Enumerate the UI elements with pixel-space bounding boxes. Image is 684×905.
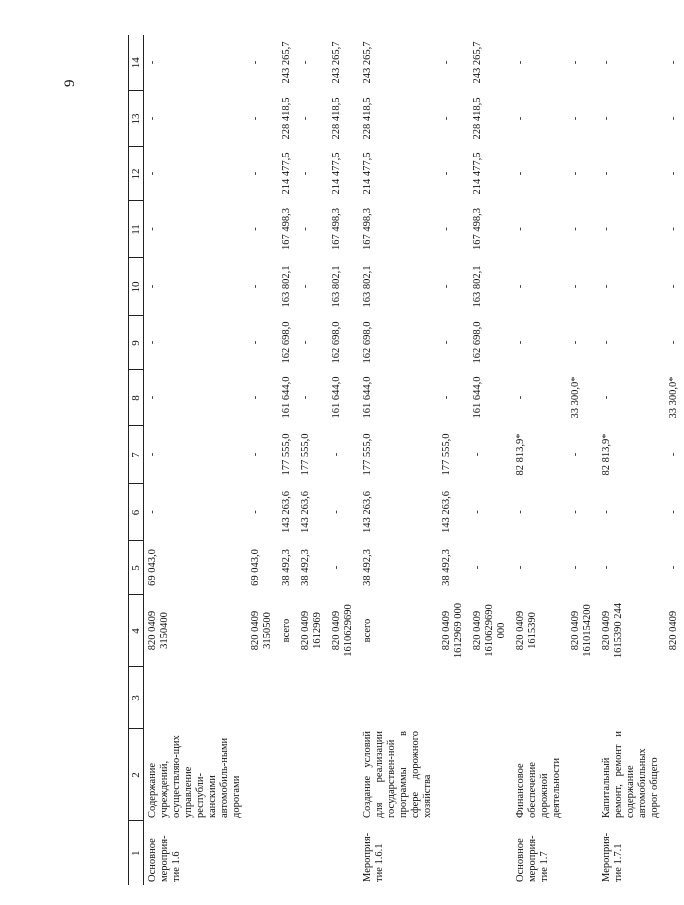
cell-c1: Основное мероприя-тие 1.6: [147, 835, 182, 882]
cell-c11: 167 498,3: [281, 208, 292, 250]
cell-c5: -: [331, 565, 342, 570]
cell-c9: -: [441, 340, 452, 345]
cell-c13: 228 418,5: [362, 97, 373, 140]
cell-c6: 143 263,6: [281, 491, 292, 533]
column-header: 3: [129, 667, 144, 729]
cell-c12: 214 477,5: [281, 152, 292, 195]
cell-c7: -: [250, 452, 261, 457]
cell-c7: 177 555,0: [281, 433, 292, 476]
column-header: 6: [129, 484, 144, 541]
cell-c12: -: [441, 171, 452, 176]
cell-c11: -: [300, 227, 311, 231]
cell-c5: 38 492,3: [441, 549, 452, 586]
cell-c10: -: [668, 284, 679, 289]
cell-c1: [278, 821, 297, 885]
cell-c8: -: [147, 395, 158, 400]
cell-c11: -: [668, 227, 679, 231]
cell-c11: 167 498,3: [472, 208, 483, 250]
cell-c10: 163 802,1: [331, 265, 342, 308]
cell-c6: 143 263,6: [441, 491, 452, 533]
cell-c13: -: [668, 116, 679, 121]
cell-c10: -: [601, 284, 612, 289]
cell-c10: -: [250, 284, 261, 289]
cell-c7: -: [472, 452, 483, 457]
table-row: [297, 35, 328, 885]
cell-c7: 82 813,9*: [515, 433, 526, 476]
cell-c12: -: [601, 171, 612, 176]
cell-c5: 69 043,0: [147, 549, 158, 586]
cell-c14: -: [601, 60, 612, 65]
table-row: [469, 35, 512, 885]
cell-c10: -: [300, 284, 311, 289]
cell-c13: 228 418,5: [472, 97, 483, 140]
cell-c10: 163 802,1: [362, 265, 373, 308]
cell-c2: [247, 729, 278, 821]
column-header: 13: [129, 91, 144, 147]
budget-table: [128, 35, 684, 885]
cell-c12: -: [668, 171, 679, 176]
cell-c1: Мероприя-тие 1.6.1: [362, 832, 385, 882]
cell-c1: [328, 821, 359, 885]
column-header: 11: [129, 201, 144, 258]
page-number: 9: [62, 79, 78, 87]
cell-c13: -: [601, 116, 612, 121]
table-row: [567, 35, 598, 885]
table-row: [359, 35, 438, 885]
cell-c1: Мероприя-тие 1.7.1: [601, 832, 624, 882]
cell-c6: -: [570, 510, 581, 514]
cell-c12: -: [515, 171, 526, 176]
cell-c13: -: [570, 116, 581, 121]
cell-c4: 820 0409 3150500: [250, 610, 273, 651]
cell-c13: -: [147, 116, 158, 121]
cell-c4: 820 0409 1610154200: [570, 604, 593, 657]
cell-c14: -: [668, 60, 679, 65]
cell-c5: 38 492,3: [281, 549, 292, 586]
cell-c6: -: [147, 510, 158, 514]
cell-c8: 161 644,0: [472, 376, 483, 419]
cell-c8: -: [441, 395, 452, 400]
cell-c13: -: [250, 116, 261, 121]
cell-c3: [665, 667, 684, 729]
cell-c12: -: [250, 171, 261, 176]
cell-c10: 163 802,1: [281, 265, 292, 308]
cell-c11: 167 498,3: [331, 208, 342, 250]
column-header: 9: [129, 316, 144, 370]
cell-c4: 820 0409 1610629690: [331, 604, 354, 657]
cell-c9: -: [570, 340, 581, 345]
cell-c4: 820 0409 3150400: [147, 610, 170, 651]
cell-c5: -: [472, 565, 483, 570]
cell-c3: [359, 667, 438, 729]
cell-c3: [598, 667, 665, 729]
cell-c2: [438, 729, 469, 821]
table-row: [278, 35, 297, 885]
cell-c9: -: [601, 340, 612, 345]
cell-c8: 33 300,0*: [668, 376, 679, 419]
cell-c3: [278, 667, 297, 729]
cell-c10: -: [515, 284, 526, 289]
cell-c10: 163 802,1: [472, 265, 483, 308]
cell-c10: -: [147, 284, 158, 289]
cell-c11: -: [601, 227, 612, 231]
cell-c11: -: [250, 227, 261, 231]
cell-c1: [438, 821, 469, 885]
cell-c4: всего: [362, 618, 373, 643]
cell-c11: 167 498,3: [362, 208, 373, 250]
cell-c3: [144, 667, 248, 729]
cell-c13: -: [441, 116, 452, 121]
cell-c1: Основное мероприя-тие 1.7: [515, 835, 550, 882]
cell-c14: -: [515, 60, 526, 65]
cell-c4: 820 0409 1615390 244: [601, 602, 624, 659]
cell-c14: -: [570, 60, 581, 65]
cell-c3: [438, 667, 469, 729]
cell-c14: 243 265,7: [362, 41, 373, 84]
cell-c8: 161 644,0: [281, 376, 292, 419]
cell-c6: -: [601, 510, 612, 514]
cell-c1: [665, 821, 684, 885]
cell-c4: 820 0409: [668, 610, 679, 651]
column-header: 7: [129, 426, 144, 484]
cell-c6: -: [515, 510, 526, 514]
cell-c14: 243 265,7: [472, 41, 483, 84]
column-header: 4: [129, 595, 144, 667]
cell-c10: -: [441, 284, 452, 289]
cell-c9: 162 698,0: [281, 321, 292, 364]
cell-c12: -: [147, 171, 158, 176]
cell-c14: -: [300, 60, 311, 65]
cell-c1: [567, 821, 598, 885]
cell-c6: -: [331, 510, 342, 514]
table-row: [512, 35, 567, 885]
cell-c1: [297, 821, 328, 885]
cell-c12: 214 477,5: [331, 152, 342, 195]
cell-c3: [297, 667, 328, 729]
cell-c2: [665, 729, 684, 821]
cell-c12: -: [300, 171, 311, 176]
cell-c4: 820 0409 1615390: [515, 610, 538, 651]
cell-c12: 214 477,5: [362, 152, 373, 195]
cell-c14: -: [147, 60, 158, 65]
cell-c9: -: [668, 340, 679, 345]
column-header: 2: [129, 729, 144, 821]
header-row: [129, 35, 144, 885]
column-header: 1: [129, 821, 144, 885]
cell-c14: 243 265,7: [281, 41, 292, 84]
cell-c9: -: [147, 340, 158, 345]
table-row: [144, 35, 248, 885]
cell-c2: [567, 729, 598, 821]
cell-c13: 228 418,5: [281, 97, 292, 140]
cell-c9: -: [250, 340, 261, 345]
cell-c3: [328, 667, 359, 729]
cell-c8: 161 644,0: [331, 376, 342, 419]
cell-c3: [567, 667, 598, 729]
column-header: 5: [129, 541, 144, 595]
cell-c14: -: [250, 60, 261, 65]
cell-c11: -: [515, 227, 526, 231]
cell-c3: [469, 667, 512, 729]
cell-c2: [297, 729, 328, 821]
table-row: [247, 35, 278, 885]
cell-c8: -: [601, 395, 612, 400]
cell-c5: -: [570, 565, 581, 570]
cell-c7: 177 555,0: [362, 433, 373, 476]
cell-c7: -: [570, 452, 581, 457]
cell-c13: 228 418,5: [331, 97, 342, 140]
cell-c2: Создание условий для реализации государствен-ной программы в сфере дорожного хозяйства: [362, 731, 433, 818]
cell-c1: [247, 821, 278, 885]
cell-c11: -: [147, 227, 158, 231]
cell-c11: -: [441, 227, 452, 231]
cell-c9: 162 698,0: [362, 321, 373, 364]
cell-c3: [512, 667, 567, 729]
cell-c5: -: [515, 565, 526, 570]
cell-c2: Содержание учреждений, осуществляю-щих управление республи-канскими автомобиль-ными дорогами: [147, 735, 242, 818]
cell-c4: 820 0409 1612969: [300, 610, 323, 651]
cell-c9: -: [300, 340, 311, 345]
cell-c7: 82 813,9*: [601, 433, 612, 476]
cell-c2: [278, 729, 297, 821]
cell-c2: [328, 729, 359, 821]
column-header: 12: [129, 147, 144, 201]
cell-c12: 214 477,5: [472, 152, 483, 195]
table-row: [665, 35, 684, 885]
cell-c12: -: [570, 171, 581, 176]
cell-c11: -: [570, 227, 581, 231]
table-row: [328, 35, 359, 885]
cell-c8: -: [300, 395, 311, 400]
cell-c7: -: [668, 452, 679, 457]
cell-c13: -: [515, 116, 526, 121]
cell-c14: 243 265,7: [331, 41, 342, 84]
cell-c13: -: [300, 116, 311, 121]
column-header: 10: [129, 258, 144, 316]
cell-c7: 177 555,0: [300, 433, 311, 476]
cell-c7: 177 555,0: [441, 433, 452, 476]
cell-c5: -: [601, 565, 612, 570]
cell-c3: [247, 667, 278, 729]
column-header: 8: [129, 370, 144, 426]
cell-c4: 820 0409 1612969 000: [441, 602, 464, 659]
cell-c5: 38 492,3: [300, 549, 311, 586]
cell-c7: -: [147, 452, 158, 457]
cell-c4: всего: [281, 618, 292, 643]
cell-c2: Капитальный ремонт, ремонт и содержание автомобильных дорог общего: [601, 731, 660, 818]
cell-c10: -: [570, 284, 581, 289]
cell-c5: -: [668, 565, 679, 570]
table-row: [598, 35, 665, 885]
cell-c8: -: [515, 395, 526, 400]
cell-c8: 33 300,0*: [570, 376, 581, 419]
cell-c9: 162 698,0: [472, 321, 483, 364]
cell-c14: -: [441, 60, 452, 65]
cell-c2: [469, 729, 512, 821]
cell-c4: 820 0409 1610629690 000: [472, 604, 507, 657]
cell-c6: -: [250, 510, 261, 514]
table-row: [438, 35, 469, 885]
cell-c6: -: [668, 510, 679, 514]
cell-c7: -: [331, 452, 342, 457]
cell-c9: 162 698,0: [331, 321, 342, 364]
cell-c6: 143 263,6: [362, 491, 373, 533]
cell-c8: 161 644,0: [362, 376, 373, 419]
cell-c6: 143 263,6: [300, 491, 311, 533]
column-header: 14: [129, 35, 144, 91]
cell-c5: 69 043,0: [250, 549, 261, 586]
cell-c6: -: [472, 510, 483, 514]
cell-c1: [469, 821, 512, 885]
cell-c9: -: [515, 340, 526, 345]
cell-c8: -: [250, 395, 261, 400]
cell-c2: Финансовое обеспечение дорожной деятельности: [515, 757, 562, 818]
cell-c5: 38 492,3: [362, 549, 373, 586]
